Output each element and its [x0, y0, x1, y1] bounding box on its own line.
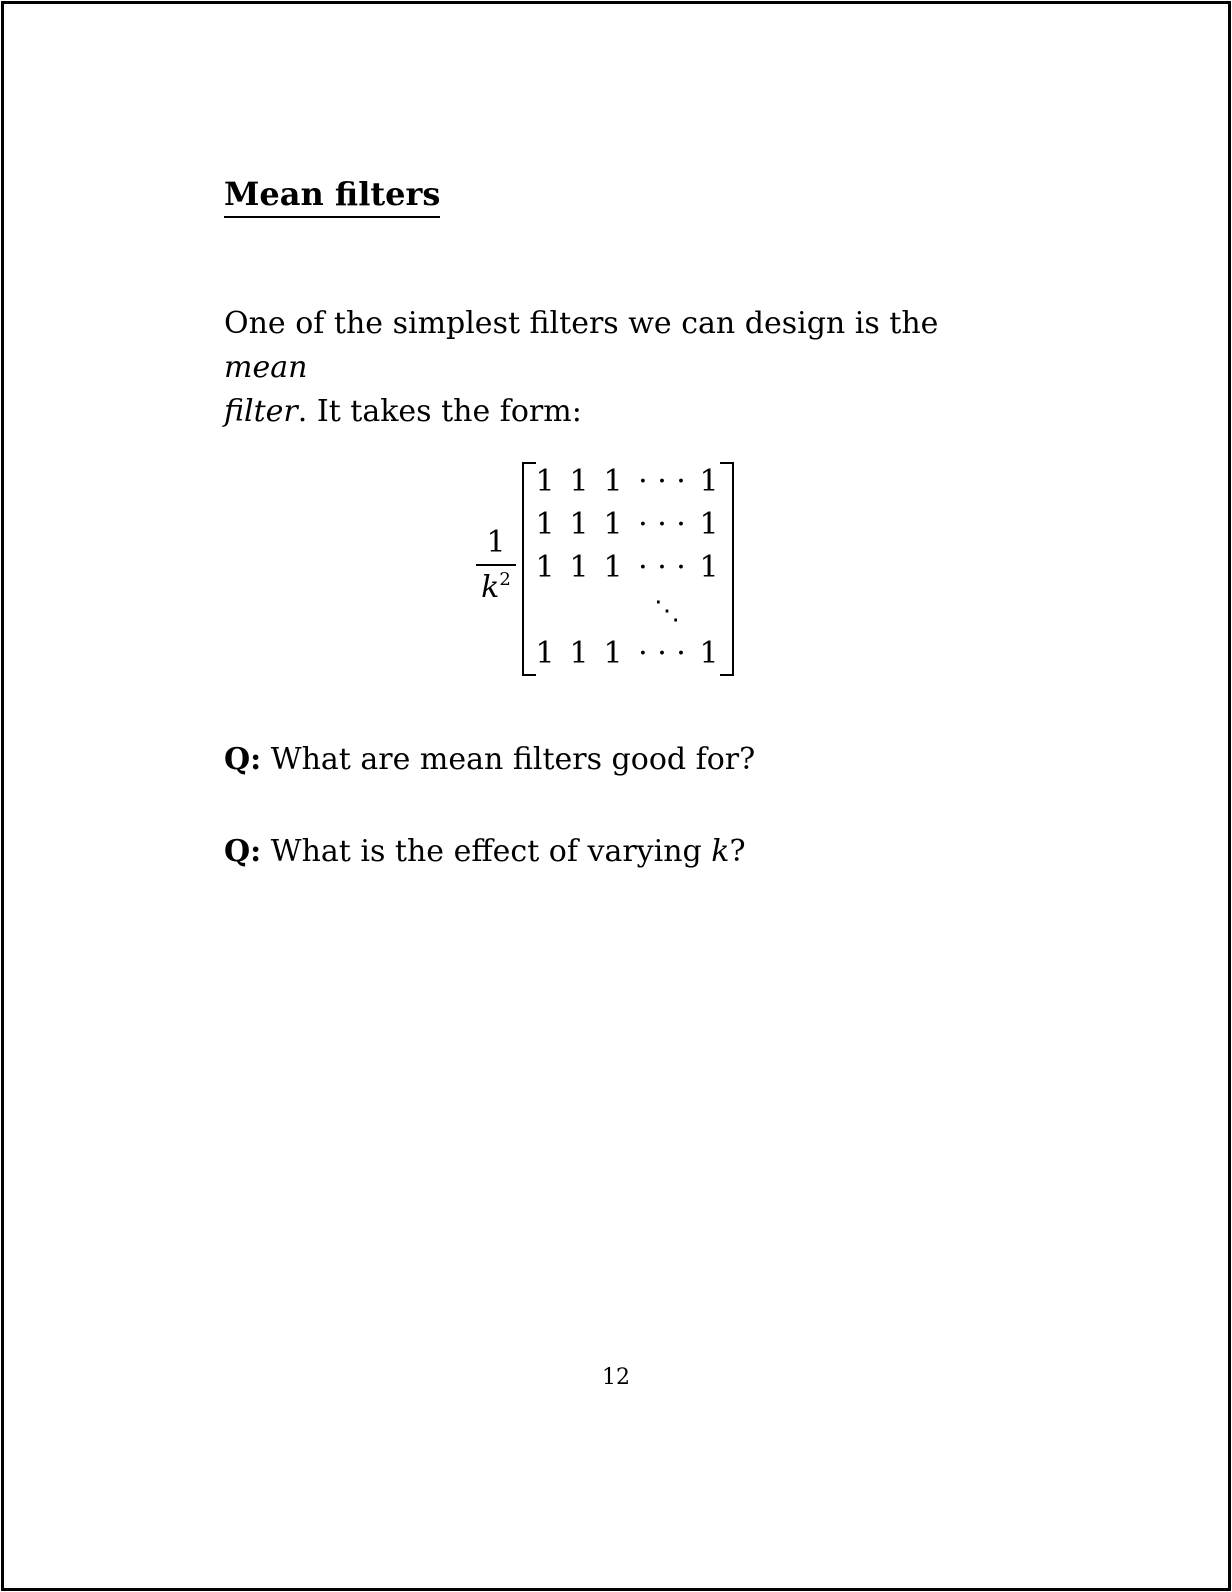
matrix-cell: 1 [535, 507, 555, 542]
matrix-cell: 1 [603, 507, 623, 542]
question-variable: k [711, 834, 730, 869]
matrix-cell: 1 [535, 464, 555, 499]
matrix-cdots: · · · [638, 507, 686, 542]
matrix-cdots: · · · [638, 464, 686, 499]
section-heading: Mean filters [224, 174, 440, 218]
question-text: What are mean filters good for? [270, 742, 756, 777]
intro-text-before: One of the simplest filters we can design is the [224, 306, 939, 341]
matrix-row [530, 589, 730, 632]
question-label: Q: [224, 742, 262, 777]
question-2: Q: What is the effect of varying k? [224, 834, 746, 869]
matrix-cell: 1 [699, 507, 719, 542]
matrix-cell: 1 [535, 636, 555, 671]
scale-fraction [476, 524, 516, 606]
matrix-cell: 1 [603, 464, 623, 499]
matrix-cell: 1 [603, 550, 623, 585]
kernel-matrix [530, 460, 730, 675]
fraction-bar [476, 564, 516, 566]
matrix-cell: 1 [569, 550, 589, 585]
fraction-numerator: 1 [486, 525, 506, 560]
denominator-exponent: 2 [499, 569, 511, 590]
matrix-cdots: · · · [638, 636, 686, 671]
matrix-cell: 1 [569, 464, 589, 499]
intro-text-after: . It takes the form: [297, 394, 582, 429]
matrix-row [530, 503, 730, 546]
matrix-cell: 1 [535, 550, 555, 585]
intro-emphasis-mean: mean [224, 350, 308, 385]
matrix-cell: 1 [569, 507, 589, 542]
question-1 [224, 740, 755, 780]
intro-emphasis-filter: filter [224, 394, 298, 429]
matrix-cell: 1 [603, 636, 623, 671]
intro-paragraph [224, 302, 984, 434]
matrix-cell: 1 [699, 464, 719, 499]
matrix-cell: 1 [569, 636, 589, 671]
question-label: Q: [224, 834, 262, 869]
page-number: 12 [602, 1365, 630, 1390]
question-text: What is the effect of varying [270, 834, 712, 869]
matrix-ddots: ⋱ [654, 596, 680, 626]
matrix-cell: 1 [699, 636, 719, 671]
matrix-cell: 1 [699, 550, 719, 585]
matrix-row [530, 460, 730, 503]
matrix-right-bracket [720, 462, 734, 676]
matrix-cdots: · · · [638, 550, 686, 585]
matrix-row [530, 546, 730, 589]
fraction-denominator: $k^2$ [481, 569, 511, 605]
matrix-row [530, 632, 730, 675]
page-border [1, 1, 1231, 1591]
